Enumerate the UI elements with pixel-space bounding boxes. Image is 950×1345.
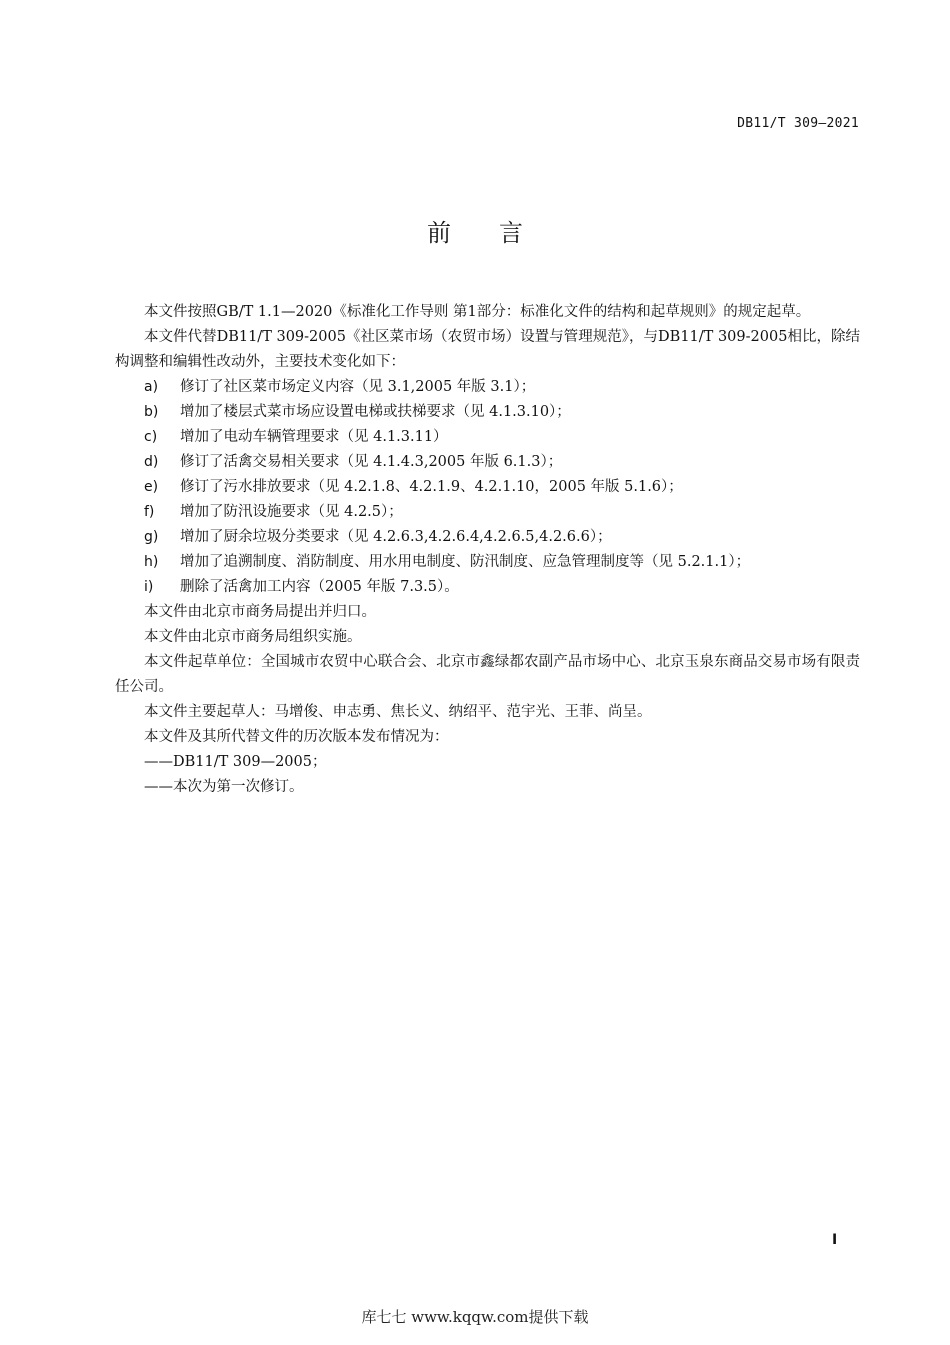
paragraph-implementer: 本文件由北京市商务局组织实施。	[144, 629, 362, 645]
list-text: 修订了活禽交易相关要求（见 4.1.4.3,2005 年版 6.1.3）；	[180, 454, 563, 470]
list-marker: a)	[144, 379, 159, 395]
list-text: 修订了社区菜市场定义内容（见 3.1,2005 年版 3.1）；	[180, 379, 536, 395]
history-item: ——本次为第一次修订。	[144, 779, 304, 795]
history-item: ——DB11/T 309—2005；	[144, 754, 327, 770]
list-item	[115, 400, 860, 425]
list-item	[115, 450, 860, 475]
page-number: I	[832, 1232, 838, 1248]
list-text: 修订了污水排放要求（见 4.2.1.8、4.2.1.9、4.2.1.10，2005 年版 5.1.6）；	[180, 479, 683, 495]
list-marker: f)	[144, 504, 155, 520]
list-item	[115, 475, 860, 500]
foreword-body	[115, 300, 860, 800]
list-item	[115, 575, 860, 600]
list-item	[115, 375, 860, 400]
paragraph-replacement: 本文件代替DB11/T 309-2005《社区菜市场（农贸市场）设置与管理规范》，与DB11/T 309-2005相比，除结构调整和编辑性改动外，主要技术变化如下：	[115, 329, 860, 370]
list-text: 删除了活禽加工内容（2005 年版 7.3.5）。	[180, 579, 459, 595]
list-text: 增加了楼层式菜市场应设置电梯或扶梯要求（见 4.1.3.10）；	[180, 404, 571, 420]
document-code: DB11/T 309—2021	[737, 116, 859, 131]
list-marker: i)	[144, 579, 154, 595]
list-marker: h)	[144, 554, 159, 570]
list-marker: c)	[144, 429, 158, 445]
list-text: 增加了追溯制度、消防制度、用水用电制度、防汛制度、应急管理制度等（见 5.2.1.1）；	[180, 554, 751, 570]
paragraph-drafters: 本文件主要起草人：马增俊、申志勇、焦长义、纳绍平、范宇光、王菲、尚呈。	[144, 704, 652, 720]
list-text: 增加了电动车辆管理要求（见 4.1.3.11）	[180, 429, 448, 445]
paragraph-drafting-units: 本文件起草单位：全国城市农贸中心联合会、北京市鑫绿都农副产品市场中心、北京玉泉东商品交易市场有限责任公司。	[115, 654, 860, 695]
list-item	[115, 525, 860, 550]
list-item	[115, 425, 860, 450]
list-marker: g)	[144, 529, 159, 545]
list-item	[115, 500, 860, 525]
list-text: 增加了防汛设施要求（见 4.2.5）；	[180, 504, 403, 520]
list-marker: d)	[144, 454, 159, 470]
list-item	[115, 550, 860, 575]
list-marker: e)	[144, 479, 159, 495]
list-marker: b)	[144, 404, 159, 420]
paragraph-drafting-rules: 本文件按照GB/T 1.1—2020《标准化工作导则 第1部分：标准化文件的结构和起草规则》的规定起草。	[144, 304, 811, 320]
paragraph-proposer: 本文件由北京市商务局提出并归口。	[144, 604, 376, 620]
paragraph-history-intro: 本文件及其所代替文件的历次版本发布情况为：	[144, 729, 449, 745]
download-source-footer: 库七七 www.kqqw.com提供下载	[361, 1308, 589, 1326]
page-title: 前言	[427, 219, 571, 247]
changes-list	[115, 375, 860, 600]
list-text: 增加了厨余垃圾分类要求（见 4.2.6.3,4.2.6.4,4.2.6.5,4.2.6.6）；	[180, 529, 612, 545]
